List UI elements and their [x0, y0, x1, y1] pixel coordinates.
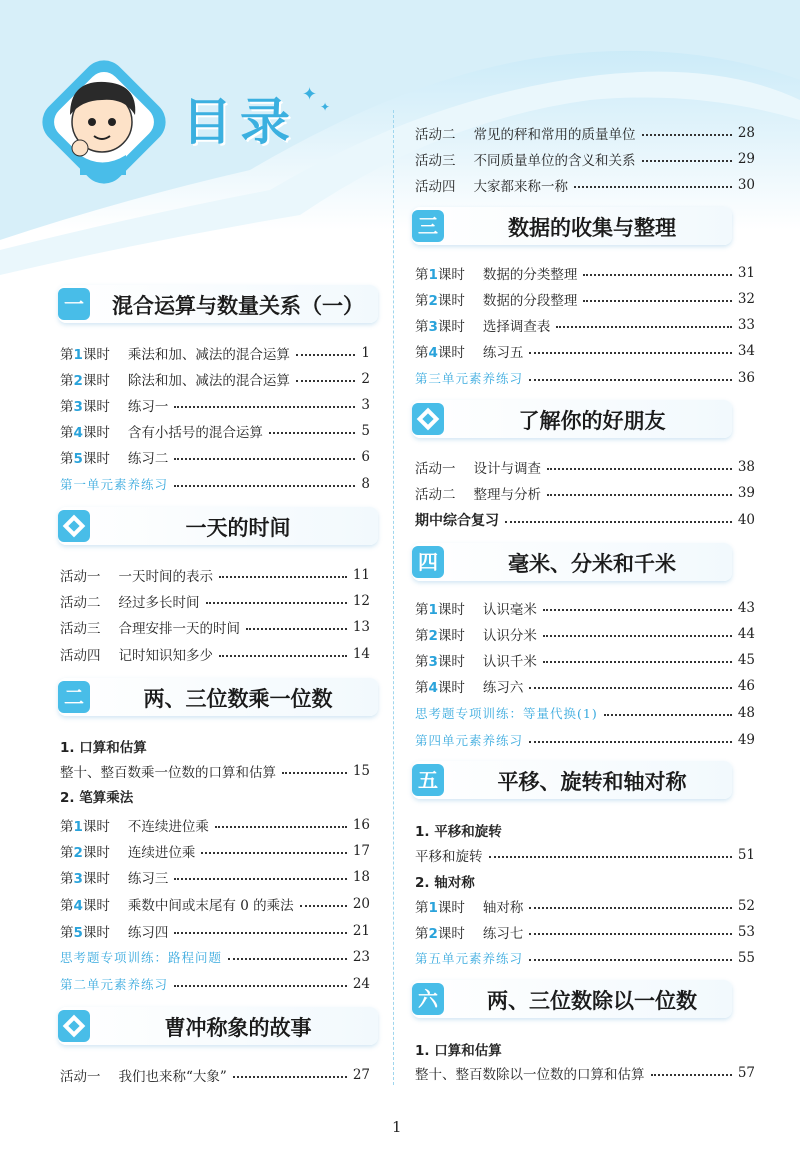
dot-leader: [246, 620, 347, 630]
dot-leader: [174, 977, 347, 987]
toc-entry[interactable]: [415, 122, 755, 144]
lesson-suffix: 课时: [437, 628, 465, 644]
toc-entry[interactable]: [60, 760, 370, 782]
section-subheading: 2. 轴对称: [415, 875, 475, 891]
unit-heading: [412, 543, 732, 581]
page-ref: 14: [352, 646, 370, 662]
page-ref: 30: [737, 177, 755, 193]
page-ref: 6: [361, 449, 370, 465]
toc-entry[interactable]: [415, 482, 755, 504]
dot-leader: [556, 318, 731, 328]
dot-leader: [215, 818, 347, 828]
lesson-prefix: 第: [60, 425, 74, 441]
dot-leader: [547, 460, 732, 470]
dot-leader: [219, 647, 347, 657]
page-ref: 5: [361, 423, 370, 439]
lesson-suffix: 课时: [437, 602, 465, 618]
unit-title: 曹冲称象的故事: [164, 1016, 312, 1040]
dot-leader: [529, 344, 731, 354]
entry-title: 数据的分段整理: [482, 293, 578, 309]
activity-label: 活动三: [60, 621, 101, 637]
lesson-suffix: 课时: [437, 267, 465, 283]
entry-title: 练习七: [482, 926, 524, 942]
lesson-number: 1: [428, 602, 438, 618]
lesson-number: 1: [428, 900, 438, 916]
unit-badge: 三: [412, 210, 444, 242]
lesson-prefix: 第: [60, 845, 74, 861]
dot-leader: [543, 627, 732, 637]
lesson-number: 1: [73, 347, 83, 363]
toc-entry[interactable]: [415, 509, 755, 531]
lesson-label: [415, 922, 465, 942]
practice-title: 第一单元素养练习: [60, 477, 169, 492]
toc-entry[interactable]: [415, 456, 755, 478]
toc-entry[interactable]: [415, 174, 755, 196]
practice-title: 第三单元素养练习: [415, 371, 524, 386]
entry-title: 除法和加、减法的混合运算: [127, 373, 290, 389]
dot-leader: [489, 848, 732, 858]
section-subheading: 1. 口算和估算: [60, 740, 147, 756]
lesson-suffix: 课时: [82, 819, 110, 835]
dot-leader: [547, 486, 732, 496]
dot-leader: [529, 371, 732, 381]
page-ref: 11: [352, 567, 370, 583]
dot-leader: [296, 346, 356, 356]
toc-entry[interactable]: [60, 893, 370, 915]
page-title: 目录: [182, 93, 298, 151]
entry-title: 练习五: [482, 345, 524, 361]
unit-title: 混合运算与数量关系（一）: [112, 294, 364, 318]
toc-entry[interactable]: [415, 1062, 755, 1084]
practice-entry[interactable]: [415, 367, 755, 389]
dot-leader: [233, 1068, 347, 1078]
dot-leader: [651, 1066, 732, 1076]
lesson-suffix: 课时: [82, 871, 110, 887]
lesson-suffix: 课时: [437, 654, 465, 670]
toc-entry[interactable]: [60, 446, 370, 468]
lesson-prefix: 第: [415, 602, 429, 618]
practice-entry[interactable]: [415, 702, 755, 724]
toc-entry[interactable]: [415, 262, 755, 284]
lesson-prefix: 第: [60, 451, 74, 467]
entry-title: 练习四: [127, 925, 169, 941]
lesson-suffix: 课时: [82, 898, 110, 914]
lesson-prefix: 第: [60, 399, 74, 415]
activity-label: 活动二: [60, 595, 101, 611]
dot-leader: [282, 764, 347, 774]
practice-entry[interactable]: [60, 946, 370, 968]
page-number: 1: [392, 1118, 402, 1136]
lesson-prefix: 第: [60, 898, 74, 914]
entry-title: 选择调查表: [482, 319, 551, 335]
entry-title: 常见的秤和常用的质量单位: [473, 127, 636, 143]
dot-leader: [228, 950, 347, 960]
toc-entry[interactable]: [60, 840, 370, 862]
entry-title: 整十、整百数除以一位数的口算和估算: [415, 1067, 645, 1083]
dot-leader: [300, 897, 347, 907]
page-ref: 1: [361, 345, 370, 361]
lesson-number: 4: [73, 425, 83, 441]
activity-label: 活动二: [415, 127, 456, 143]
lesson-prefix: 第: [60, 925, 74, 941]
toc-entry[interactable]: [60, 342, 370, 364]
title-area: [40, 60, 340, 200]
entry-title: 数据的分类整理: [482, 267, 578, 283]
dot-leader: [529, 679, 731, 689]
page-ref: 2: [361, 371, 370, 387]
dot-leader: [174, 924, 346, 934]
page-ref: 29: [737, 151, 755, 167]
toc-entry[interactable]: [415, 148, 755, 170]
lesson-number: 1: [73, 819, 83, 835]
dot-leader: [219, 568, 347, 578]
lesson-label: [415, 624, 465, 644]
dot-leader: [174, 477, 355, 487]
lesson-number: 1: [428, 267, 438, 283]
dot-leader: [583, 266, 731, 276]
section-subheading: 1. 口算和估算: [415, 1043, 502, 1059]
page-ref: 39: [737, 485, 755, 501]
practice-entry[interactable]: [60, 473, 370, 495]
lesson-label: [60, 867, 110, 887]
toc-entry[interactable]: [415, 623, 755, 645]
activity-label: 活动一: [415, 461, 456, 477]
toc-entry[interactable]: [415, 314, 755, 336]
page-ref: 8: [361, 476, 370, 492]
page-ref: 40: [737, 512, 755, 528]
lesson-suffix: 课时: [437, 345, 465, 361]
lesson-prefix: 第: [60, 871, 74, 887]
entry-title: 期中综合复习: [415, 513, 499, 529]
lesson-number: 3: [428, 654, 438, 670]
lesson-suffix: 课时: [437, 900, 465, 916]
entry-title: 大家都来称一称: [473, 179, 568, 195]
lesson-label: [60, 395, 110, 415]
toc-entry[interactable]: [415, 288, 755, 310]
entry-title: 练习一: [127, 399, 169, 415]
toc-entry[interactable]: [415, 597, 755, 619]
page-ref: 12: [352, 593, 370, 609]
page-ref: 52: [737, 898, 755, 914]
lesson-number: 4: [428, 345, 438, 361]
lesson-number: 2: [428, 926, 438, 942]
lesson-label: [60, 369, 110, 389]
lesson-number: 2: [428, 293, 438, 309]
entry-title: 认识千米: [482, 654, 537, 670]
entry-title: 含有小括号的混合运算: [127, 425, 263, 441]
lesson-label: [415, 315, 465, 335]
page-ref: 46: [737, 678, 755, 694]
page-ref: 44: [737, 626, 755, 642]
page-ref: 23: [352, 949, 370, 965]
dot-leader: [269, 424, 356, 434]
lesson-prefix: 第: [60, 347, 74, 363]
lesson-suffix: 课时: [82, 347, 110, 363]
dot-leader: [206, 594, 347, 604]
practice-title: 第四单元素养练习: [415, 733, 524, 748]
page-ref: 34: [737, 343, 755, 359]
page-ref: 13: [352, 619, 370, 635]
lesson-label: [415, 650, 465, 670]
lesson-prefix: 第: [415, 267, 429, 283]
entry-title: 一天时间的表示: [118, 569, 213, 585]
toc-entry[interactable]: [60, 394, 370, 416]
entry-title: 乘数中间或末尾有 0 的乘法: [127, 898, 294, 914]
entry-title: 连续进位乘: [127, 845, 196, 861]
section-subheading: 2. 笔算乘法: [60, 790, 134, 806]
toc-entry[interactable]: [415, 895, 755, 917]
page-ref: 45: [737, 652, 755, 668]
dot-leader: [543, 601, 732, 611]
page-ref: 17: [352, 843, 370, 859]
practice-title: 第五单元素养练习: [415, 951, 524, 966]
lesson-number: 3: [73, 871, 83, 887]
activity-label: 活动一: [60, 1069, 101, 1085]
page-ref: 24: [352, 976, 370, 992]
entry-title: 设计与调查: [473, 461, 541, 477]
unit-heading: [58, 507, 378, 545]
lesson-number: 5: [73, 925, 83, 941]
dot-leader: [529, 951, 732, 961]
lesson-label: [415, 263, 465, 283]
practice-entry[interactable]: [415, 729, 755, 751]
page-ref: 15: [352, 763, 370, 779]
lesson-label: [415, 341, 465, 361]
toc-entry[interactable]: [60, 616, 370, 638]
sparkle-icon: ✦: [320, 100, 331, 114]
page-ref: 18: [352, 869, 370, 885]
lesson-suffix: 课时: [82, 373, 110, 389]
page-ref: 33: [737, 317, 755, 333]
activity-label: 活动二: [415, 487, 456, 503]
entry-title: 认识毫米: [482, 602, 537, 618]
entry-title: 练习二: [127, 451, 169, 467]
sparkle-icon: ✦: [302, 84, 318, 105]
dot-leader: [642, 152, 732, 162]
toc-entry[interactable]: [60, 590, 370, 612]
lesson-suffix: 课时: [437, 293, 465, 309]
lesson-suffix: 课时: [437, 926, 465, 942]
lesson-number: 2: [428, 628, 438, 644]
entry-title: 合理安排一天的时间: [118, 621, 240, 637]
unit-title: 了解你的好朋友: [518, 409, 666, 433]
dot-leader: [642, 126, 732, 136]
lesson-label: [60, 447, 110, 467]
lesson-number: 5: [73, 451, 83, 467]
page-ref: 20: [352, 896, 370, 912]
lesson-suffix: 课时: [82, 451, 110, 467]
lesson-prefix: 第: [60, 373, 74, 389]
page-ref: 55: [737, 950, 755, 966]
dot-leader: [604, 706, 732, 716]
dot-leader: [201, 844, 346, 854]
practice-title: 思考题专项训练：等量代换(1): [415, 706, 598, 721]
practice-entry[interactable]: [415, 947, 755, 969]
lesson-label: [415, 598, 465, 618]
lesson-suffix: 课时: [437, 319, 465, 335]
page-ref: 49: [737, 732, 755, 748]
entry-title: 记时知识知多少: [118, 648, 213, 664]
lesson-suffix: 课时: [82, 399, 110, 415]
toc-entry[interactable]: [60, 368, 370, 390]
entry-title: 轴对称: [482, 900, 524, 916]
toc-entry[interactable]: [60, 643, 370, 665]
toc-entry[interactable]: [60, 1064, 370, 1086]
column-divider: [393, 110, 394, 1085]
toc-entry[interactable]: [415, 675, 755, 697]
unit-badge: 一: [58, 288, 90, 320]
dot-leader: [174, 870, 346, 880]
entry-title: 不同质量单位的含义和关系: [473, 153, 636, 169]
toc-entry[interactable]: [415, 649, 755, 671]
toc-entry[interactable]: [60, 920, 370, 942]
activity-label: 活动四: [415, 179, 456, 195]
lesson-number: 4: [428, 680, 438, 696]
dot-leader: [505, 513, 732, 523]
lesson-prefix: 第: [415, 654, 429, 670]
lesson-label: [60, 343, 110, 363]
dot-leader: [529, 925, 731, 935]
lesson-label: [60, 894, 110, 914]
lesson-label: [415, 676, 465, 696]
unit-heading: [58, 1007, 378, 1045]
lesson-suffix: 课时: [82, 845, 110, 861]
theme-badge-icon: [412, 403, 444, 435]
entry-title: 整理与分析: [473, 487, 541, 503]
lesson-suffix: 课时: [437, 680, 465, 696]
practice-title: 第二单元素养练习: [60, 977, 169, 992]
page-ref: 32: [737, 291, 755, 307]
toc-entry[interactable]: [415, 921, 755, 943]
unit-title: 两、三位数乘一位数: [143, 687, 333, 711]
boy-mascot-icon: [40, 60, 170, 180]
activity-label: 活动四: [60, 648, 101, 664]
unit-badge: 四: [412, 546, 444, 578]
activity-label: 活动三: [415, 153, 456, 169]
unit-title: 两、三位数除以一位数: [487, 989, 697, 1013]
page-ref: 3: [361, 397, 370, 413]
entry-title: 经过多长时间: [118, 595, 200, 611]
toc-entry[interactable]: [415, 844, 755, 866]
page-ref: 21: [352, 923, 370, 939]
theme-badge-icon: [58, 510, 90, 542]
lesson-prefix: 第: [415, 628, 429, 644]
page-ref: 43: [737, 600, 755, 616]
lesson-prefix: 第: [415, 293, 429, 309]
lesson-prefix: 第: [415, 926, 429, 942]
lesson-prefix: 第: [415, 319, 429, 335]
toc-entry[interactable]: [60, 814, 370, 836]
lesson-label: [415, 896, 465, 916]
dot-leader: [574, 178, 732, 188]
page-ref: 53: [737, 924, 755, 940]
unit-badge: 二: [58, 681, 90, 713]
toc-entry[interactable]: [60, 866, 370, 888]
dot-leader: [543, 653, 732, 663]
lesson-suffix: 课时: [82, 425, 110, 441]
practice-entry[interactable]: [60, 973, 370, 995]
lesson-label: [415, 289, 465, 309]
lesson-suffix: 课时: [82, 925, 110, 941]
lesson-number: 3: [73, 399, 83, 415]
unit-title: 数据的收集与整理: [508, 216, 676, 240]
entry-title: 认识分米: [482, 628, 537, 644]
lesson-number: 2: [73, 845, 83, 861]
lesson-label: [60, 841, 110, 861]
dot-leader: [296, 372, 356, 382]
page-ref: 57: [737, 1065, 755, 1081]
unit-badge: 五: [412, 764, 444, 796]
dot-leader: [529, 733, 732, 743]
dot-leader: [174, 398, 355, 408]
page-ref: 48: [737, 705, 755, 721]
lesson-label: [60, 421, 110, 441]
activity-label: 活动一: [60, 569, 101, 585]
dot-leader: [529, 899, 731, 909]
lesson-prefix: 第: [415, 345, 429, 361]
lesson-number: 3: [428, 319, 438, 335]
dot-leader: [174, 450, 355, 460]
practice-title: 思考题专项训练：路程问题: [60, 950, 223, 965]
entry-title: 我们也来称“大象”: [118, 1069, 227, 1085]
toc-entry[interactable]: [60, 564, 370, 586]
unit-heading: [412, 980, 732, 1018]
entry-title: 练习六: [482, 680, 524, 696]
lesson-prefix: 第: [60, 819, 74, 835]
entry-title: 平移和旋转: [415, 849, 483, 865]
entry-title: 整十、整百数乘一位数的口算和估算: [60, 765, 276, 781]
page-ref: 16: [352, 817, 370, 833]
page-ref: 31: [737, 265, 755, 281]
page-ref: 38: [737, 459, 755, 475]
lesson-prefix: 第: [415, 680, 429, 696]
lesson-number: 2: [73, 373, 83, 389]
dot-leader: [583, 292, 731, 302]
lesson-prefix: 第: [415, 900, 429, 916]
unit-heading: [58, 285, 378, 323]
page-ref: 27: [352, 1067, 370, 1083]
page-ref: 28: [737, 125, 755, 141]
unit-title: 一天的时间: [185, 516, 291, 540]
unit-heading: [412, 400, 732, 438]
unit-title: 平移、旋转和轴对称: [497, 770, 687, 794]
lesson-label: [60, 921, 110, 941]
theme-badge-icon: [58, 1010, 90, 1042]
toc-entry[interactable]: [60, 420, 370, 442]
page-ref: 51: [737, 847, 755, 863]
unit-title: 毫米、分米和千米: [508, 552, 676, 576]
unit-heading: [412, 761, 732, 799]
page-ref: 36: [737, 370, 755, 386]
entry-title: 练习三: [127, 871, 169, 887]
section-subheading: 1. 平移和旋转: [415, 824, 502, 840]
lesson-number: 4: [73, 898, 83, 914]
entry-title: 乘法和加、减法的混合运算: [127, 347, 290, 363]
toc-entry[interactable]: [415, 340, 755, 362]
unit-heading: [412, 207, 732, 245]
entry-title: 不连续进位乘: [127, 819, 209, 835]
unit-heading: [58, 678, 378, 716]
unit-badge: 六: [412, 983, 444, 1015]
lesson-label: [60, 815, 110, 835]
